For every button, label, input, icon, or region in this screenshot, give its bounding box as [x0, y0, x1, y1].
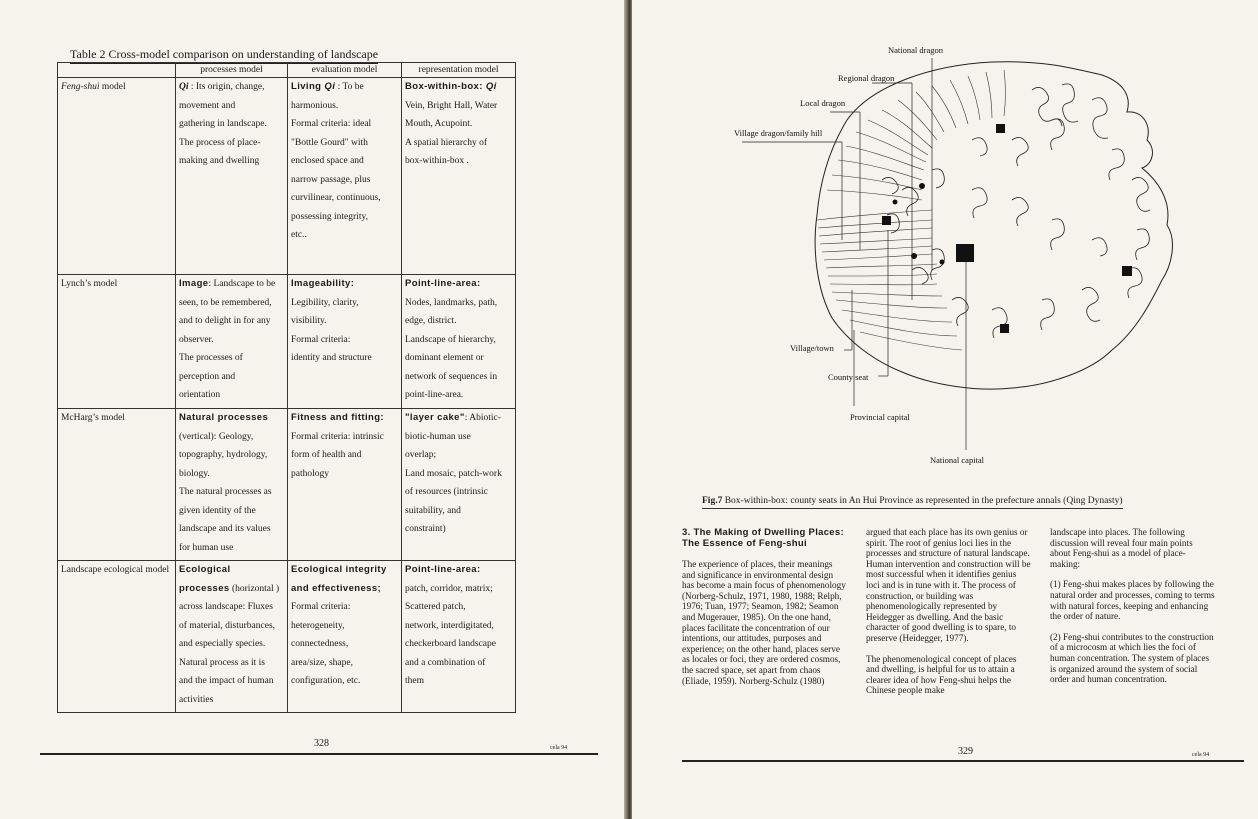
label-national-capital: National capital [930, 455, 985, 465]
label-village-town: Village/town [790, 343, 834, 353]
table-header-row [58, 63, 516, 78]
header-representation: representation model [402, 63, 516, 78]
text-column-1: 3. The Making of Dwelling Places: The Essence of Feng-shui The experience of places, their meanings and significance in environmental design has become a main focus of phenomenology (Norberg-Schulz, 1971, 1980, 1988; Relph, 1976; Tuan, 1977; Seamon, 1982; Seamon and Mugerauer, 1985). On the one hand, places facilitate the concentration of our intentions, our attitudes, purposes and experience; on the other hand, places serve as locales or foci, they are ordered cosmos, the sacred space, set apart from chaos (Eliade, 1959). Norberg-Schulz (1980) [682, 527, 846, 686]
box-within-box-map [632, 0, 1258, 490]
text-column-2: argued that each place has its own genius or spirit. The root of genius loci lies in the processes and structure of natural landscape. Human intervention and construction will be most successful when it identifies genius loci and is in tune with it. The process of construction, or building was phenomenologically represented by Heidegger as dwelling. And the basic character of good dwelling is to spare, to preserve (Heidegger, 1977). The phenomenological concept of places and dwelling, is helpful for us to attain a clearer idea of how Feng-shui helps the Chinese people make [866, 527, 1031, 696]
right-page [632, 0, 1258, 819]
cell-representation: Point-line-area: Nodes, landmarks, path, edge, district. Landscape of hierarchy, dominant element or network of sequences in point-line-area. [402, 275, 516, 409]
header-processes: processes model [176, 63, 288, 78]
row-label-mcharg: McHarg’s model [58, 409, 176, 561]
footer-rule-right [682, 760, 1244, 762]
row-label-feng-shui: Feng-shui model [58, 78, 176, 275]
left-page [0, 0, 626, 819]
header-evaluation: evaluation model [288, 63, 402, 78]
label-village-dragon: Village dragon/family hill [734, 128, 823, 138]
press-mark-right: cela 94 [1192, 752, 1210, 758]
cell-evaluation: Fitness and fitting: Formal criteria: intrinsic form of health and pathology [288, 409, 402, 561]
cell-evaluation: Imageability: Legibility, clarity, visibility. Formal criteria: identity and structure [288, 275, 402, 409]
cell-evaluation: Living Qi : To be harmonious. Formal criteria: ideal "Bottle Gourd" with enclosed space and narrow passage, plus curvilinear, continuous, possessing integrity, etc.. [288, 78, 402, 275]
footer-rule-left [40, 753, 598, 755]
table-caption: Table 2 Cross-model comparison on understanding of landscape [70, 47, 378, 62]
label-national-dragon: National dragon [888, 45, 943, 55]
text-column-3: landscape into places. The following discussion will reveal four main points about Feng-shui as a model of place-making: (1) Feng-shui makes places by following the natural order and processes, coming to terms with natural forces, keeping and enhancing the order of nature. (2) Feng-shui contributes to the construction of a microcosm at which lies the foci of human concentration. The system of places is organized around the system of social order and human concentration. [1050, 527, 1215, 685]
cell-process: Ecological processes (horizontal ) across landscape: Fluxes of material, disturbances, and especially species. Natural process as it is and the impact of human activities [176, 561, 288, 713]
cell-representation: "layer cake": Abiotic- biotic-human use overlap; Land mosaic, patch-work of resources (intrinsic suitability, and constraint) [402, 409, 516, 561]
table-row [58, 561, 516, 713]
cell-representation: Point-line-area: patch, corridor, matrix; Scattered patch, network, interdigitated, checkerboard landscape and a combination of them [402, 561, 516, 713]
leader-lines [742, 58, 966, 450]
label-local-dragon: Local dragon [800, 98, 846, 108]
cell-evaluation: Ecological integrity and effectiveness; Formal criteria: heterogeneity, connectedness, area/size, shape, configuration, etc. [288, 561, 402, 713]
table-row [58, 409, 516, 561]
figure-caption: Fig.7 Box-within-box: county seats in An Hui Province as represented in the prefecture annals (Qing Dynasty) [702, 496, 1123, 506]
cell-representation: Box-within-box: Qi Vein, Bright Hall, Water Mouth, Acupoint. A spatial hierarchy of box-within-box . [402, 78, 516, 275]
table-row [58, 78, 516, 275]
province-outline [815, 62, 1172, 389]
cell-process: Qi : Its origin, change, movement and gathering in landscape. The process of place- making and dwelling [176, 78, 288, 275]
cell-process: Image: Landscape to be seen, to be remembered, and to delight in for any observer. The processes of perception and orientation [176, 275, 288, 409]
press-mark-left: cela 94 [550, 745, 568, 751]
cell-process: Natural processes (vertical): Geology, topography, hydrology, biology. The natural processes as given identity of the landscape and its values for human use [176, 409, 288, 561]
seat-markers [882, 124, 1132, 333]
header-empty [58, 63, 176, 78]
row-label-landscape-ecological: Landscape ecological model [58, 561, 176, 713]
comparison-table [57, 62, 516, 713]
label-provincial-capital: Provincial capital [850, 412, 910, 422]
page-number-left: 328 [314, 738, 329, 749]
section-title: 3. The Making of Dwelling Places: The Essence of Feng-shui [682, 527, 844, 549]
row-label-lynch: Lynch’s model [58, 275, 176, 409]
table-row [58, 275, 516, 409]
label-regional-dragon: Regional dragon [838, 73, 895, 83]
page-number-right: 329 [958, 746, 973, 757]
label-county-seat: County seat [828, 372, 869, 382]
